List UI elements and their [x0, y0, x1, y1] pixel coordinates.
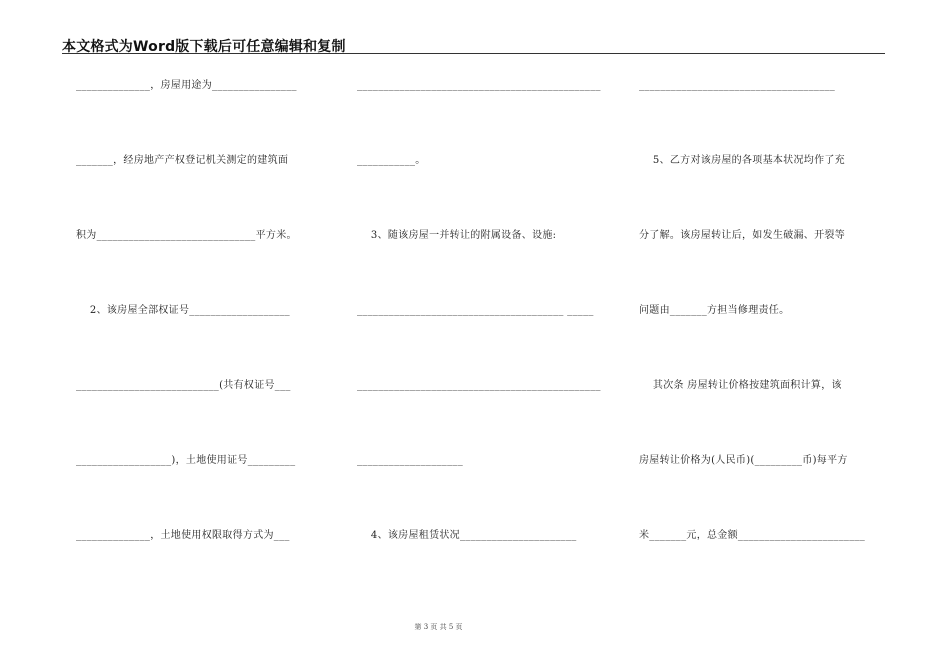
- left-line-4: 2、该房屋全部权证号___________________: [76, 305, 290, 316]
- right-line-5: 其次条 房屋转让价格按建筑面积计算，该: [639, 380, 842, 391]
- right-line-4: 问题由_______方担当修理责任。: [639, 305, 790, 316]
- right-line-6: 房屋转让价格为(人民币)(_________币)每平方: [639, 455, 848, 466]
- middle-line-2: ___________。: [357, 155, 426, 166]
- right-line-1: _____________________________________: [639, 80, 836, 91]
- middle-line-1: ______________________________________________: [357, 80, 601, 91]
- middle-line-3: 3、随该房屋一并转让的附属设备、设施:: [357, 230, 557, 241]
- left-line-5: ___________________________(共有权证号___: [76, 380, 291, 391]
- middle-line-4: _______________________________________ _____: [357, 305, 594, 316]
- header-divider: [62, 53, 885, 54]
- right-line-7: 米_______元，总金额________________________: [639, 530, 866, 541]
- left-line-2: _______，经房地产产权登记机关测定的建筑面: [76, 155, 289, 166]
- document-header-title: 本文格式为Word版下载后可任意编辑和复制: [62, 39, 346, 55]
- middle-line-7: 4、该房屋租赁状况______________________: [357, 530, 577, 541]
- left-line-6: __________________)，土地使用证号_________: [76, 455, 296, 466]
- right-line-3: 分了解。该房屋转让后，如发生破漏、开裂等: [639, 230, 845, 241]
- left-line-7: ______________，土地使用权限取得方式为___: [76, 530, 290, 541]
- middle-line-6: ____________________: [357, 455, 463, 466]
- right-line-2: 5、乙方对该房屋的各项基本状况均作了充: [639, 155, 845, 166]
- page-number-footer: 第 3 页 共 5 页: [414, 623, 463, 631]
- left-line-1: ______________，房屋用途为________________: [76, 80, 297, 91]
- left-line-3: 积为______________________________平方米。: [76, 230, 297, 241]
- middle-line-5: ______________________________________________: [357, 380, 601, 391]
